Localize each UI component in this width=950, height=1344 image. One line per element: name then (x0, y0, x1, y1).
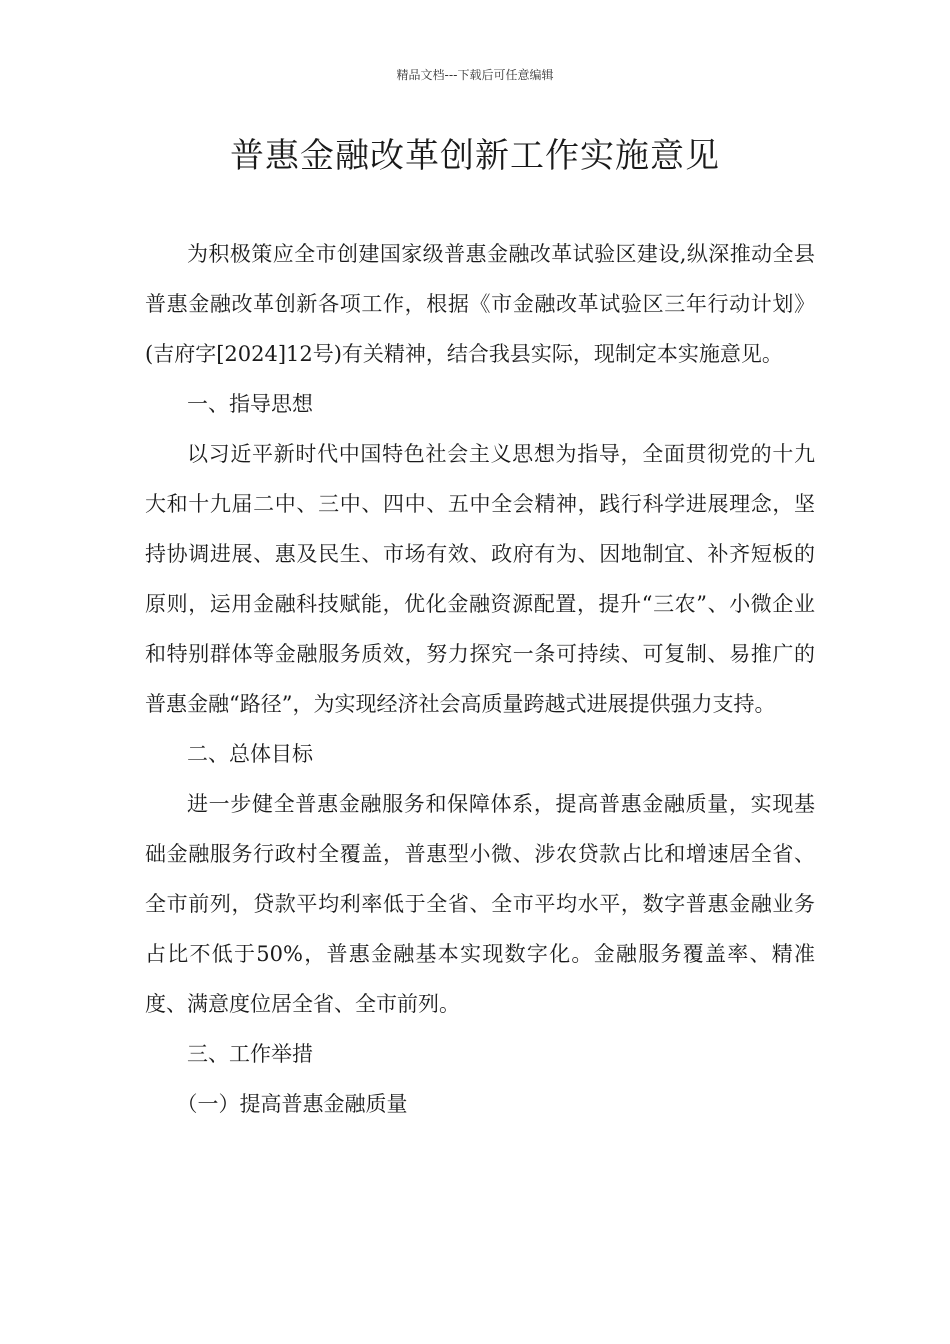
intro-paragraph: 为积极策应全市创建国家级普惠金融改革试验区建设,纵深推动全县普惠金融改革创新各项工作，根据《市金融改革试验区三年行动计划》(吉府字[2024]12号)有关精神，结合我县实际，现制定本实施意见。 (145, 242, 815, 366)
document-title: 普惠金融改革创新工作实施意见 (230, 136, 720, 176)
document-body (145, 229, 815, 1129)
subsection-heading-quality: （一）提高普惠金融质量 (176, 1092, 408, 1116)
section-heading-work-measures: 三、工作举措 (187, 1042, 313, 1066)
header-note: 精品文档---下载后可任意编辑 (396, 68, 554, 82)
overall-goal-paragraph: 进一步健全普惠金融服务和保障体系，提高普惠金融质量，实现基础金融服务行政村全覆盖，普惠型小微、涉农贷款占比和增速居全省、全市前列，贷款平均利率低于全省、全市平均水平，数字普惠金融业务占比不低于50%，普惠金融基本实现数字化。金融服务覆盖率、精准度、满意度位居全省、全市前列。 (145, 792, 815, 1016)
section-heading-guiding-thought: 一、指导思想 (187, 392, 313, 416)
guiding-thought-paragraph: 以习近平新时代中国特色社会主义思想为指导，全面贯彻党的十九大和十九届二中、三中、四中、五中全会精神，践行科学进展理念，坚持协调进展、惠及民生、市场有效、政府有为、因地制宜、补齐短板的原则，运用金融科技赋能，优化金融资源配置，提升“三农”、小微企业和特别群体等金融服务质效，努力探究一条可持续、可复制、易推广的普惠金融“路径”，为实现经济社会高质量跨越式进展提供强力支持。 (145, 442, 815, 716)
section-heading-overall-goal: 二、总体目标 (187, 742, 313, 766)
